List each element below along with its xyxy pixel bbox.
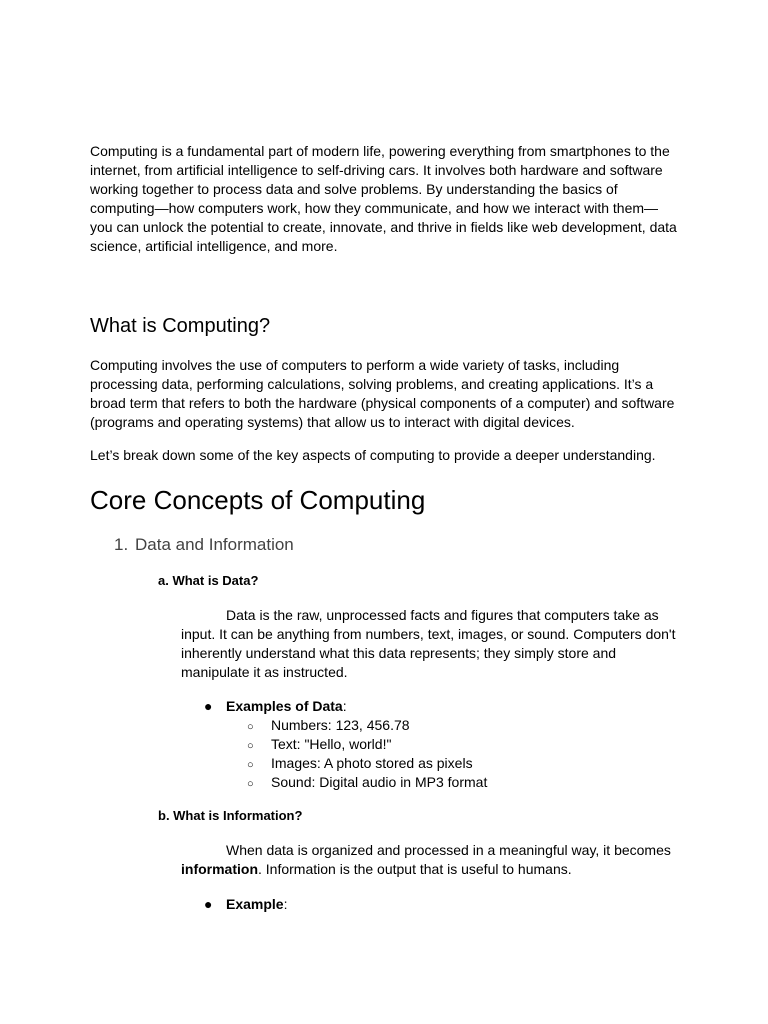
examples-label: Examples of Data [226, 698, 343, 714]
heading-what-is-data: a. What is Data? [158, 573, 259, 588]
example-colon: : [283, 896, 288, 912]
sub-list-text: Sound: Digital audio in MP3 format [271, 774, 488, 790]
circle-bullet-icon: ○ [247, 740, 254, 752]
sub-list-text: Text: "Hello, world!" [271, 736, 392, 752]
info-text-end: . Information is the output that is useful to humans. [258, 860, 572, 877]
info-text-bold: information [181, 860, 258, 877]
data-paragraph: Data is the raw, unprocessed facts and figures that computers take as input. It can be anything from numbers, text, images, or sound. Computers don't inherently understand what this data represents; they simply store and manipulate it as instructed. [181, 607, 676, 680]
bullet-text [226, 895, 287, 913]
intro-paragraph: Computing is a fundamental part of modern life, powering everything from smartphones to the internet, from artificial intelligence to self-driving cars. It involves both hardware and software working together to process data and solve problems. By understanding the basics of computing—how computers work, how they communicate, and how we interact with them—you can unlock the potential to create, innovate, and thrive in fields like web development, data science, artificial intelligence, and more. [90, 143, 677, 254]
circle-bullet-icon: ○ [247, 778, 254, 790]
list-number: 1. [114, 535, 129, 554]
heading-core-concepts: Core Concepts of Computing [90, 485, 426, 515]
example-label: Example [226, 896, 284, 912]
circle-bullet-icon: ○ [247, 721, 254, 733]
sub-list-item [247, 773, 487, 794]
examples-colon: : [342, 698, 347, 714]
bullet-icon: ● [204, 896, 213, 912]
what-paragraph-1: Computing involves the use of computers to perform a wide variety of tasks, including processing data, performing calculations, solving problems, and creating applications. It’s a broad term that refers to both the hardware (physical components of a computer) and software (programs and operating systems) that allow us to interact with digital devices. [90, 357, 675, 430]
heading-what-is-computing: What is Computing? [90, 315, 271, 337]
sub-list-text: Numbers: 123, 456.78 [271, 717, 410, 733]
sub-list-text: Images: A photo stored as pixels [271, 755, 473, 771]
what-paragraph-2: Let’s break down some of the key aspects of computing to provide a deeper understanding. [90, 447, 656, 463]
list-item-data-and-information [114, 534, 294, 556]
sub-list-item [247, 735, 391, 756]
sub-list-item [247, 716, 410, 737]
bullet-text [226, 697, 347, 715]
circle-bullet-icon: ○ [247, 759, 254, 771]
list-item-title: Data and Information [135, 535, 294, 554]
heading-what-is-information: b. What is Information? [158, 808, 303, 823]
information-paragraph [181, 841, 681, 879]
sub-list-item [247, 754, 473, 775]
bullet-icon: ● [204, 698, 213, 714]
info-text-start: When data is organized and processed in a meaningful way, it becomes [226, 842, 671, 858]
